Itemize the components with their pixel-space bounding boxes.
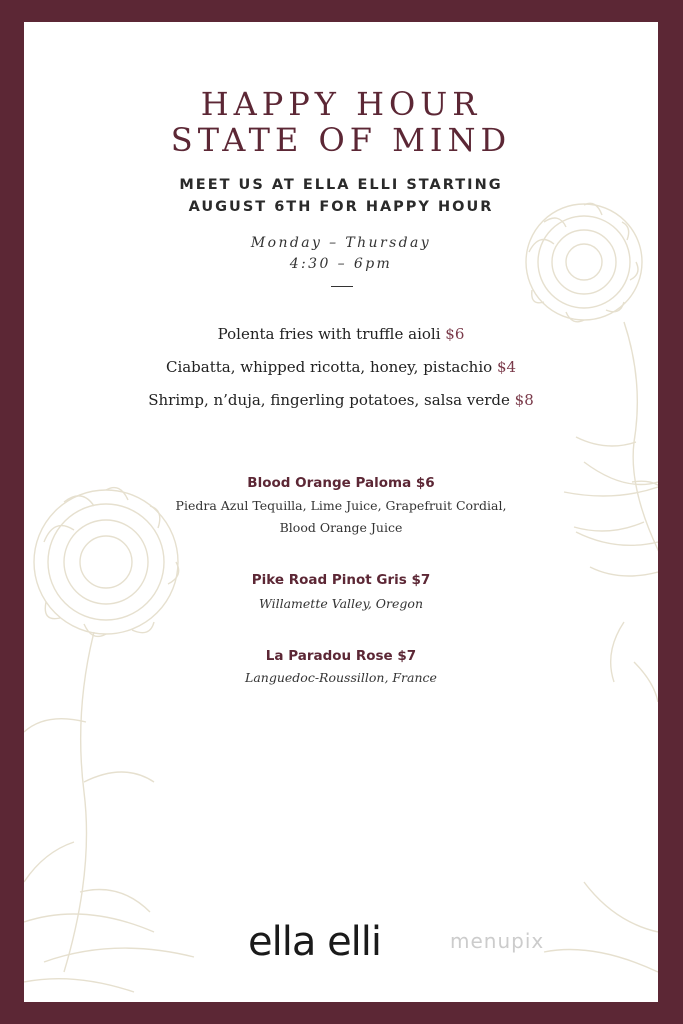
- food-item-name: Shrimp, n’duja, fingerling potatoes, salsa verde: [148, 391, 510, 409]
- title-line-1: HAPPY HOUR: [200, 85, 482, 123]
- title-line-2: STATE OF MIND: [170, 121, 512, 159]
- drink-region: Languedoc-Roussillon, France: [245, 670, 437, 685]
- hours-days: Monday – Thursday: [250, 235, 432, 251]
- food-item: [24, 357, 658, 377]
- menupix-watermark: menupix: [450, 929, 545, 953]
- food-item-price: $4: [496, 358, 517, 376]
- subtitle-line-2: AUGUST 6TH FOR HAPPY HOUR: [188, 199, 494, 215]
- food-item-price: $8: [514, 391, 534, 409]
- drink-name: La Paradou Rose $7: [265, 648, 417, 664]
- food-item: [24, 324, 658, 344]
- divider-rule: [331, 286, 353, 287]
- drink-region: Willamette Valley, Oregon: [258, 596, 423, 611]
- ella-elli-logo: ella elli: [248, 919, 382, 965]
- marigold-left: [24, 488, 179, 972]
- subtitle-line-1: MEET US AT ELLA ELLI STARTING: [179, 177, 503, 193]
- hours-time: 4:30 – 6pm: [289, 256, 393, 272]
- drink-name: Pike Road Pinot Gris $7: [251, 572, 431, 588]
- food-item-name: Polenta fries with truffle aioli: [217, 325, 441, 343]
- drink-description: Blood Orange Juice: [279, 520, 403, 535]
- drink-name: Blood Orange Paloma $6: [247, 475, 435, 491]
- food-item-price: $6: [445, 325, 465, 343]
- food-item-name: Ciabatta, whipped ricotta, honey, pistachio: [165, 358, 493, 376]
- food-item: [24, 390, 658, 410]
- drink-description: Piedra Azul Tequilla, Lime Juice, Grapefruit Cordial,: [175, 498, 507, 513]
- menu-card: [24, 22, 658, 1002]
